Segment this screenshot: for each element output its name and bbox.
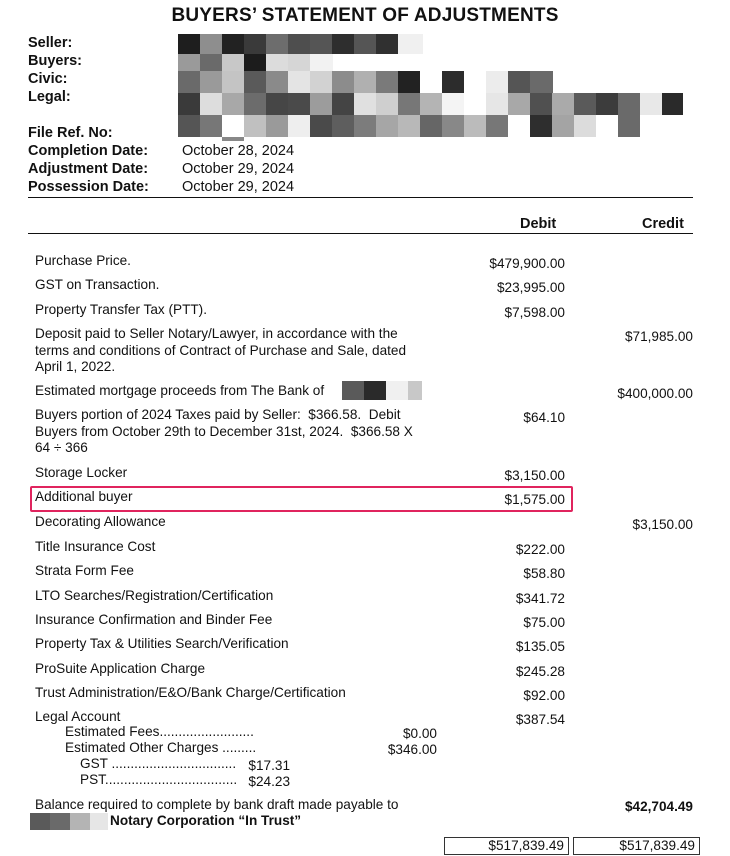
row-debit: $75.00	[523, 615, 565, 630]
redacted-seller-name	[178, 34, 423, 54]
row-credit: $71,985.00	[624, 329, 693, 344]
row-debit: $387.54	[515, 712, 565, 727]
row-description: LTO Searches/Registration/Certification	[35, 588, 274, 603]
row-description: Storage Locker	[35, 465, 128, 480]
possession-date-value: October 29, 2024	[182, 179, 295, 195]
possession-date-label: Possession Date:	[28, 179, 149, 195]
file-ref-label: File Ref. No:	[28, 125, 113, 141]
completion-date-value: October 28, 2024	[182, 143, 295, 159]
row-debit: $222.00	[515, 542, 565, 557]
row-description: Trust Administration/E&O/Bank Charge/Certification	[35, 685, 346, 700]
row-debit: $92.00	[523, 688, 565, 703]
header-divider	[28, 197, 693, 198]
row-description: Estimated mortgage proceeds from The Bank of	[35, 383, 325, 398]
row-credit: $3,150.00	[632, 517, 693, 532]
total-credit: $517,839.49	[573, 837, 700, 855]
row-credit: $400,000.00	[617, 386, 693, 401]
row-description: Additional buyer	[35, 489, 133, 504]
notary-corporation-payee: Notary Corporation “In Trust”	[110, 813, 302, 828]
row-debit: $341.72	[515, 591, 565, 606]
redacted-bank-name	[342, 381, 422, 400]
gst-label: GST .................................	[80, 756, 237, 771]
pst-label: PST...................................	[80, 772, 238, 787]
balance-credit: $42,704.49	[624, 799, 693, 814]
estimated-other-charges-value: $346.00	[387, 742, 437, 757]
estimated-other-charges-label: Estimated Other Charges .........	[65, 740, 257, 755]
row-description: Property Transfer Tax (PTT).	[35, 302, 207, 317]
row-description: Buyers portion of 2024 Taxes paid by Seller: $366.58. Debit Buyers from October 29th to December 31st, 2024. $366.58 X 64 ÷ 366	[35, 407, 413, 455]
estimated-fees-label: Estimated Fees.........................	[65, 724, 254, 739]
gst-value: $17.31	[248, 758, 290, 773]
row-debit: $479,900.00	[489, 256, 565, 271]
row-description: GST on Transaction.	[35, 277, 160, 292]
redacted-file-reference	[178, 115, 640, 137]
row-debit: $23,995.00	[496, 280, 565, 295]
legal-label: Legal:	[28, 89, 71, 105]
row-description: Title Insurance Cost	[35, 539, 156, 554]
statement-title: BUYERS’ STATEMENT OF ADJUSTMENTS	[171, 5, 559, 26]
redaction-fragment	[222, 137, 244, 141]
column-header-divider	[28, 233, 693, 234]
buyers-label: Buyers:	[28, 53, 82, 69]
row-debit: $7,598.00	[504, 305, 565, 320]
row-description: Purchase Price.	[35, 253, 131, 268]
debit-column-header: Debit	[520, 216, 557, 232]
row-debit: $1,575.00	[504, 492, 565, 507]
credit-column-header: Credit	[642, 216, 684, 232]
balance-line: Balance required to complete by bank draft made payable to	[35, 797, 399, 812]
row-debit: $135.05	[515, 639, 565, 654]
pst-value: $24.23	[248, 774, 290, 789]
row-debit: $58.80	[523, 566, 565, 581]
row-description: Insurance Confirmation and Binder Fee	[35, 612, 273, 627]
row-description: Strata Form Fee	[35, 563, 134, 578]
adjustment-date-label: Adjustment Date:	[28, 161, 149, 177]
row-debit: $64.10	[523, 410, 565, 425]
civic-label: Civic:	[28, 71, 68, 87]
row-debit: $3,150.00	[504, 468, 565, 483]
seller-label: Seller:	[28, 35, 73, 51]
redacted-buyers-name	[178, 54, 333, 71]
redacted-legal-description	[178, 93, 683, 115]
adjustment-date-value: October 29, 2024	[182, 161, 295, 177]
redacted-notary-name	[30, 813, 108, 830]
completion-date-label: Completion Date:	[28, 143, 149, 159]
total-debit: $517,839.49	[444, 837, 569, 855]
estimated-fees-value: $0.00	[402, 726, 437, 741]
row-description: Legal Account	[35, 709, 121, 724]
row-description: ProSuite Application Charge	[35, 661, 206, 676]
redacted-civic-address	[178, 71, 553, 93]
row-description: Decorating Allowance	[35, 514, 166, 529]
row-description: Deposit paid to Seller Notary/Lawyer, in accordance with the terms and conditions of Contract of Purchase and Sale, dated April 1, 2022.	[35, 326, 407, 374]
row-debit: $245.28	[515, 664, 565, 679]
row-description: Property Tax & Utilities Search/Verification	[35, 636, 289, 651]
